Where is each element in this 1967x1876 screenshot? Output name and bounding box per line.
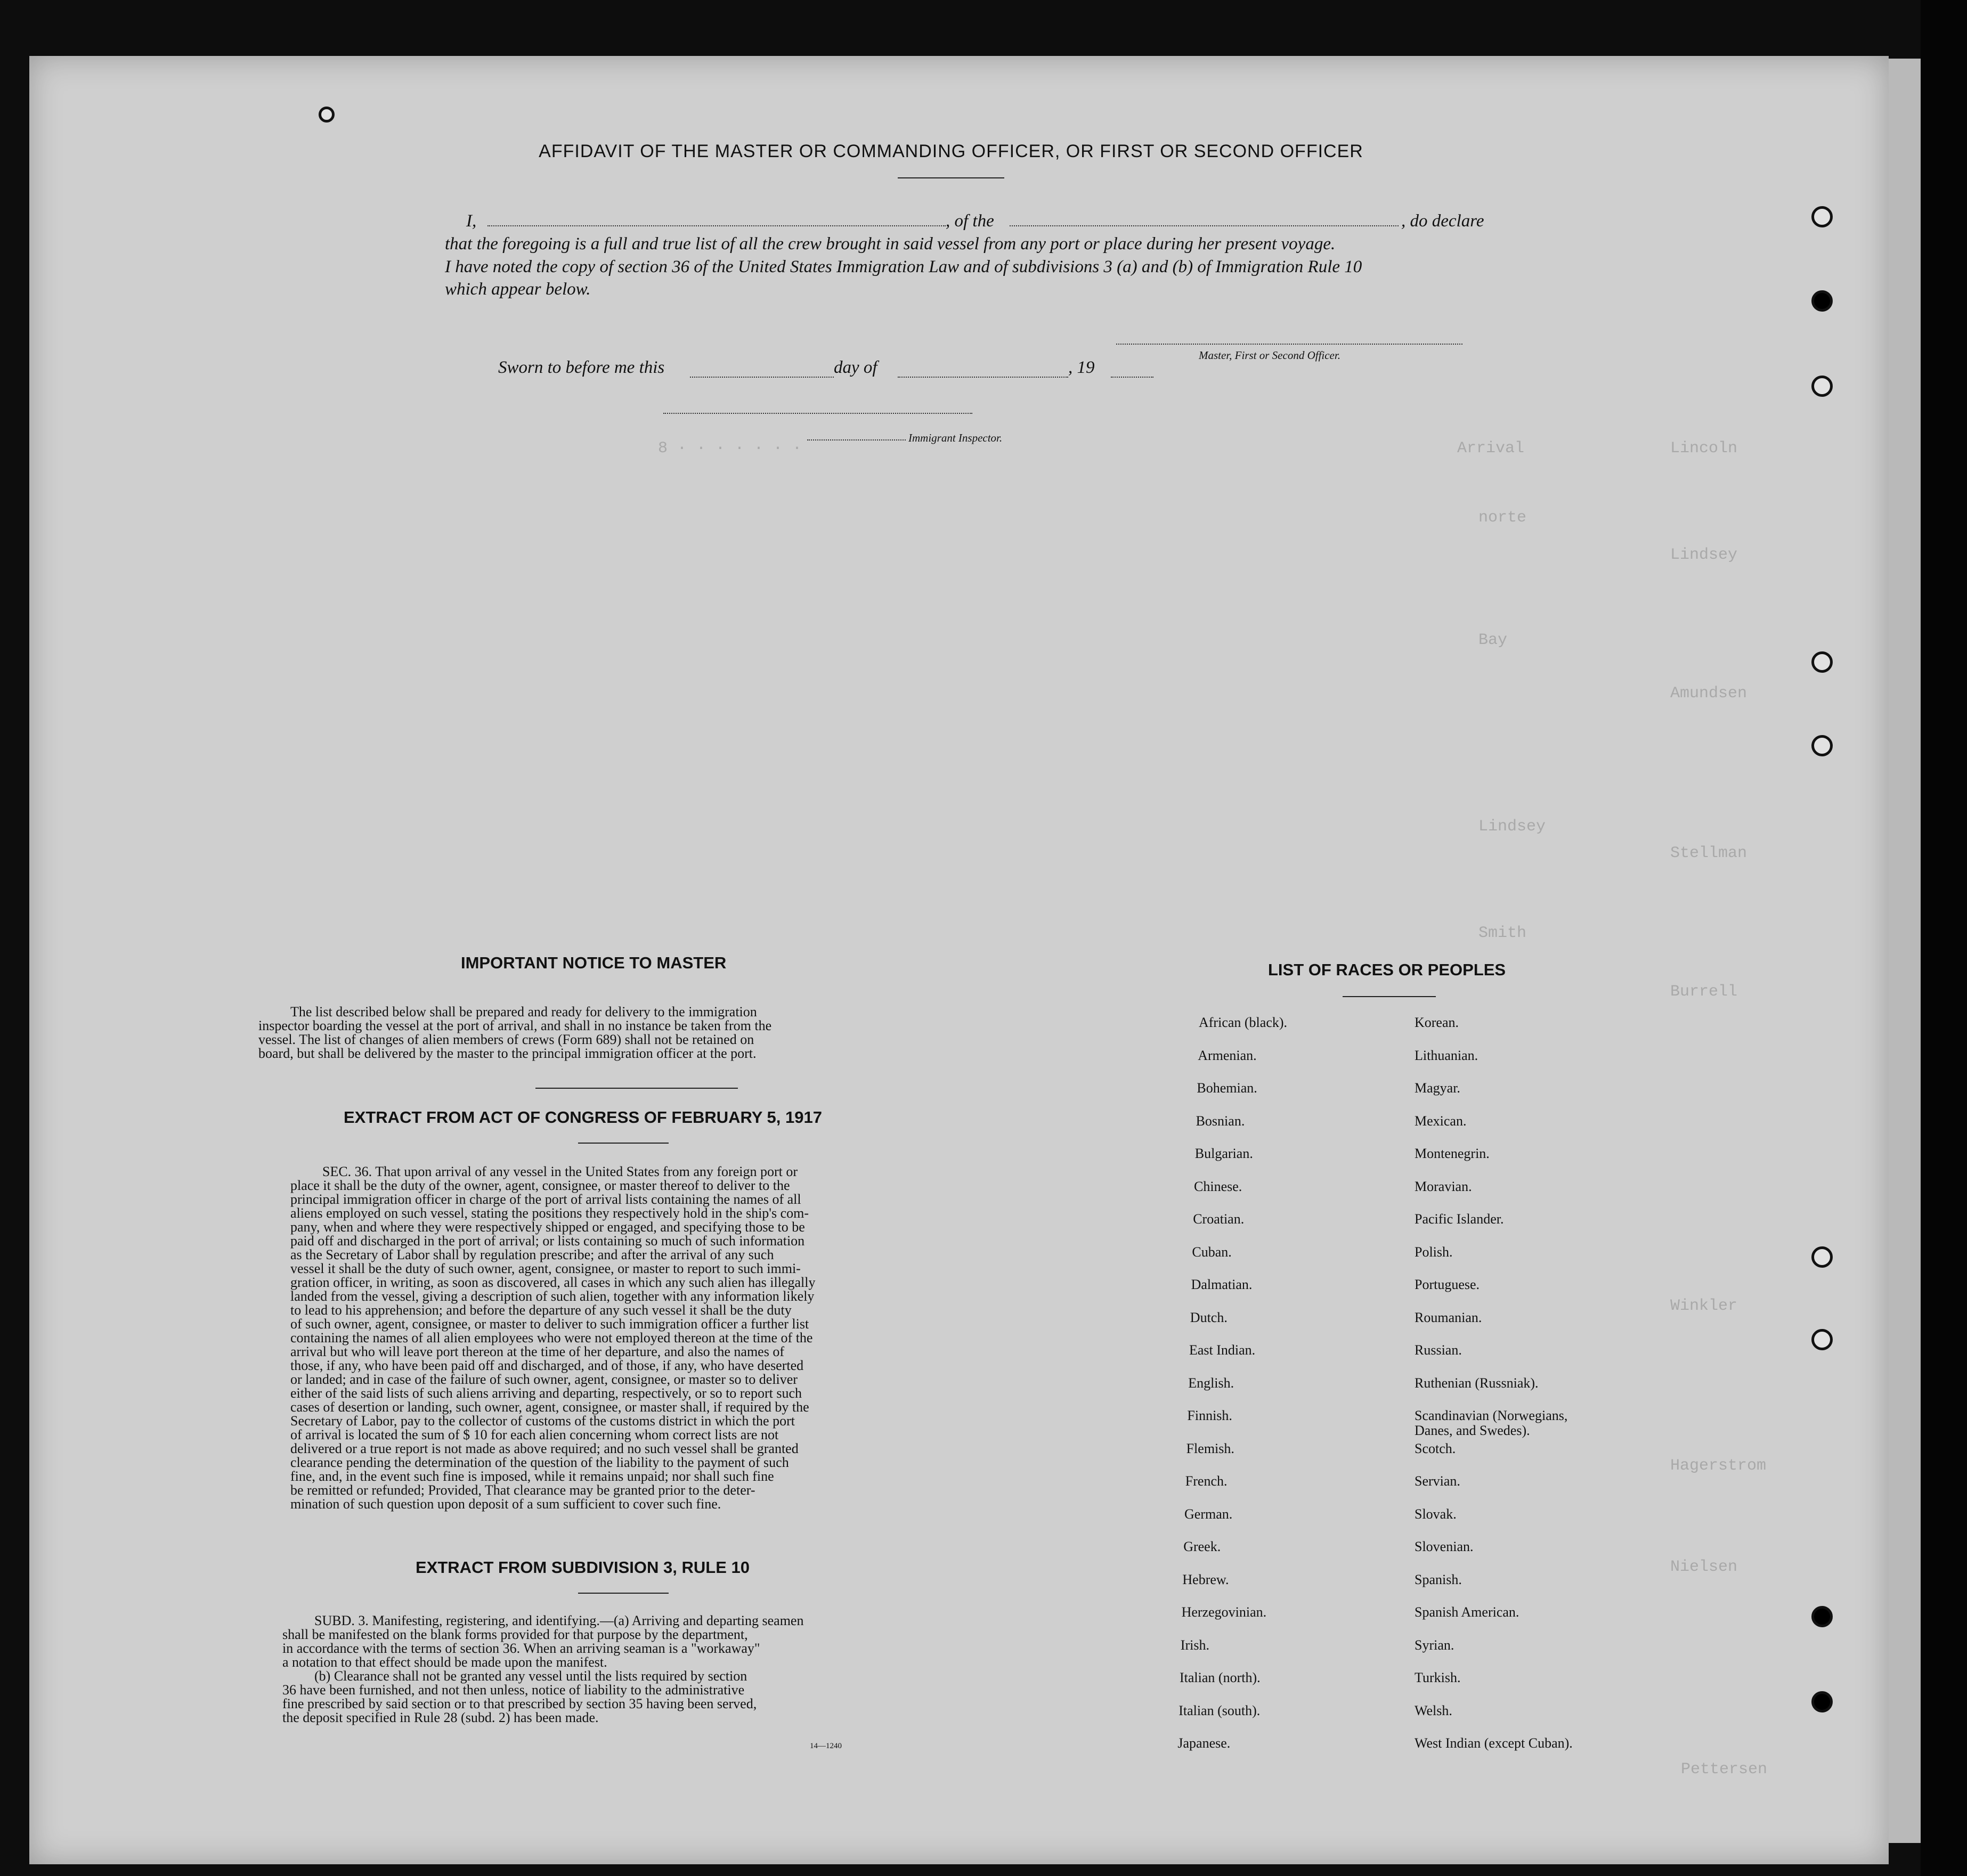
sworn-year-field[interactable]: [1111, 377, 1153, 378]
race-item: Polish.: [1415, 1244, 1453, 1260]
race-item: Greek.: [1183, 1539, 1221, 1554]
race-item: Slovak.: [1415, 1506, 1457, 1522]
act-line: either of the said lists of such aliens arriving and departing, respectively, or so to report such: [290, 1385, 802, 1401]
act-line: arrival but who will leave port thereon at the time of her departure, and also the names of: [290, 1344, 784, 1359]
notice-title: IMPORTANT NOTICE TO MASTER: [461, 953, 727, 972]
act-line: be remitted or refunded; Provided, That clearance may be granted prior to the deter-: [290, 1482, 755, 1498]
rule10-line: a notation to that effect should be made upon the manifest.: [282, 1654, 607, 1670]
race-item: Slovenian.: [1415, 1539, 1474, 1554]
affidavit-line-3: I have noted the copy of section 36 of the United States Immigration Law and of subdivisions 3 (a) and (b) of Immigration Rule 10: [445, 257, 1362, 276]
race-item: English.: [1188, 1375, 1234, 1391]
affidavit-declare: , do declare: [1401, 211, 1484, 231]
race-item: Korean.: [1415, 1015, 1459, 1030]
act-line: to lead to his apprehension; and before the departure of any such vessel it shall be the duty: [290, 1302, 792, 1318]
race-item: Roumanian.: [1415, 1309, 1482, 1325]
affidavit-line-2: that the foregoing is a full and true list of all the crew brought in said vessel from any port or place during her present voyage.: [445, 234, 1336, 254]
notice-line: The list described below shall be prepared and ready for delivery to the immigration: [290, 1004, 757, 1019]
race-item: Servian.: [1415, 1473, 1460, 1489]
races-underline: [1343, 996, 1436, 997]
affidavit-i: I,: [466, 211, 477, 231]
act-line: of arrival is located the sum of $ 10 for each alien concerning whom correct lists are not: [290, 1427, 779, 1442]
race-item: German.: [1184, 1506, 1233, 1522]
race-item: West Indian (except Cuban).: [1415, 1735, 1573, 1751]
punch-hole: [1811, 376, 1833, 397]
race-item: Chinese.: [1194, 1178, 1242, 1194]
race-item: Moravian.: [1415, 1178, 1472, 1194]
rule10-line: (b) Clearance shall not be granted any vessel until the lists required by section: [314, 1668, 747, 1684]
race-item: Herzegovinian.: [1181, 1604, 1267, 1620]
race-item: Flemish.: [1186, 1440, 1234, 1456]
act-line: or landed; and in case of the failure of such owner, agent, consignee, or master so to deliver: [290, 1372, 798, 1387]
race-item: Turkish.: [1415, 1670, 1461, 1685]
race-item: Pacific Islander.: [1415, 1211, 1504, 1227]
race-item: Finnish.: [1187, 1408, 1232, 1423]
inspector-dotted-leader: [807, 439, 906, 441]
rule10-body: [282, 1614, 938, 1725]
race-item: Bohemian.: [1197, 1080, 1257, 1096]
act-line: cases of desertion or landing, such owner, agent, consignee, or master shall, if required by the: [290, 1399, 809, 1415]
affidavit-title: AFFIDAVIT OF THE MASTER OR COMMANDING OFFICER, OR FIRST OR SECOND OFFICER: [539, 141, 1363, 161]
race-item: Spanish.: [1415, 1571, 1462, 1587]
races-title: LIST OF RACES OR PEOPLES: [1268, 960, 1506, 979]
act-line: principal immigration officer in charge of the port of arrival lists containing the names of all: [290, 1192, 801, 1207]
rule10-underline: [578, 1593, 669, 1594]
notice-line: inspector boarding the vessel at the port of arrival, and shall in no instance be taken from the: [258, 1018, 772, 1033]
sworn-label: Sworn to before me this: [498, 358, 665, 377]
race-item: Syrian.: [1415, 1637, 1454, 1653]
rule10-line: shall be manifested on the blank forms provided for that purpose by the department,: [282, 1627, 748, 1642]
race-item: Magyar.: [1415, 1080, 1460, 1096]
affidavit-line-4: which appear below.: [445, 280, 591, 299]
rule10-line: SUBD. 3. Manifesting, registering, and identifying.—(a) Arriving and departing seamen: [314, 1613, 804, 1628]
race-item: African (black).: [1199, 1015, 1288, 1030]
punch-hole: [1811, 1329, 1833, 1350]
sworn-day-of: day of: [834, 358, 877, 377]
race-item: Italian (south).: [1178, 1702, 1261, 1718]
punch-hole: [319, 107, 335, 123]
act-line: delivered or a true report is not made as above required; and no such vessel shall be granted: [290, 1441, 799, 1456]
act-line: Secretary of Labor, pay to the collector of customs of the customs district in which the port: [290, 1413, 795, 1429]
race-item: Dalmatian.: [1191, 1277, 1253, 1292]
race-item: Scotch.: [1415, 1440, 1456, 1456]
rule10-line: the deposit specified in Rule 28 (subd. 2) has been made.: [282, 1710, 599, 1725]
punch-hole: [1811, 651, 1833, 673]
notice-line: vessel. The list of changes of alien members of crews (Form 689) shall not be retained on: [258, 1032, 754, 1047]
act-line: landed from the vessel, giving a description of such alien, together with any information likely: [290, 1288, 815, 1304]
punch-hole: [1811, 1246, 1833, 1268]
act-line: SEC. 36. That upon arrival of any vessel in the United States from any foreign port or: [322, 1164, 798, 1179]
title-underline: [898, 177, 1004, 178]
rule10-line: fine prescribed by said section or to that prescribed by section 35 having been served,: [282, 1696, 757, 1711]
scanner-edge: [1921, 0, 1967, 1876]
act-line: mination of such question upon deposit of a sum sufficient to cover such fine.: [290, 1496, 721, 1512]
officer-name-field[interactable]: [487, 225, 946, 226]
race-item: Bulgarian.: [1194, 1146, 1253, 1161]
race-item: Bosnian.: [1196, 1113, 1245, 1129]
act-line: place it shall be the duty of the owner, agent, consignee, or master thereof to deliver to the: [290, 1178, 790, 1193]
master-signature-label: Master, First or Second Officer.: [1199, 349, 1340, 362]
punch-hole: [1811, 290, 1833, 312]
sworn-month-field[interactable]: [898, 377, 1068, 378]
race-item: Italian (north).: [1180, 1670, 1261, 1685]
rule10-title: EXTRACT FROM SUBDIVISION 3, RULE 10: [416, 1558, 750, 1577]
act-line: clearance pending the determination of the question of the liability to the payment of such: [290, 1455, 789, 1470]
race-item: French.: [1185, 1473, 1228, 1489]
punch-hole: [1811, 206, 1833, 227]
act-line: pany, when and where they were respectively shipped or engaged, and specifying those to be: [290, 1219, 805, 1235]
act-line: as the Secretary of Labor shall by regulation prescribe; and after the arrival of any such: [290, 1247, 774, 1262]
race-item: Welsh.: [1415, 1702, 1452, 1718]
punch-hole: [1811, 1606, 1833, 1627]
race-item: Russian.: [1415, 1342, 1462, 1358]
race-item: Portuguese.: [1415, 1277, 1480, 1292]
section-rule: [535, 1088, 738, 1089]
rule10-line: in accordance with the terms of section 36. When an arriving seaman is a "workaway": [282, 1641, 760, 1656]
inspector-label: Immigrant Inspector.: [908, 431, 1003, 444]
act-title: EXTRACT FROM ACT OF CONGRESS OF FEBRUARY 5, 1917: [344, 1108, 822, 1127]
act-line: of such owner, agent, consignee, or master to deliver to such immigration officer a further list: [290, 1316, 809, 1332]
punch-hole: [1811, 735, 1833, 756]
manifest-page: 8 · · · · · · · Arrival Lincoln norte Lindsey Bay Amundsen Lindsey Stellman Smith Burrell Winkler Hagerstrom Nielsen Pettersen AFFIDAVIT OF THE MASTER OR COMMANDING OFFICER, OR FIRST OR SECOND OFFICER I, , of the , do declare that the foregoing is a full and true list of all the crew brought in said vessel from any port or place during her present voyage. I have noted the copy of section 36 of the United States Immigration Law and of subdivisions 3 (a) and (b) of Immigration Rule 10 which appear below. Master, First or Second Officer. Sworn to before me this day of , 19 Immigrant Inspector. IMPORTANT NOTICE TO MASTER The list described below shall be prepared and ready for delivery to the immigration inspector boarding the vessel at the port of arrival, and shall in no instance be taken from the vessel. The list of changes of alien members of crews (Form 689) shall not be retained on board, but shall be delivered by the master to the principal immigration officer at the port. EXTRACT FROM ACT OF CONGRESS OF FEBRUARY 5, 1917 SEC. 36. That upon arrival of any vessel in the United States from any foreign port or place it shall be the duty of the owner, agent, consignee, or master thereof to deliver to the principal immigration officer in charge of the port of arrival lists containing the names of all aliens employed on such vessel, stating the positions they respectively hold in the ship's com- pany, when and where they were respectively shipped or engaged, and specifying those to be paid off and discharged in the port of arrival; or lists containing so much of such information as the Secretary of Labor shall by regulation prescribe; and after the arrival of any such vessel it shall be the duty of such owner, agent, consignee, or master to report to such immi- gration officer, in writing, as soon as discovered, all cases in which any such alien has illegally landed from the vessel, giving a description of such alien, together with any information likely to lead to his apprehension; and before the departure of any such vessel it shall be the duty of such owner, agent, consignee, or master to deliver to such immigration officer a further list containing the names of all alien employees who were not employed thereon at the time of the arrival but who will leave port thereon at the time of her departure, and also the names of those, if any, who have been paid off and discharged, and of those, if any, who have deserted or landed; and in case of the failure of such owner, agent, consignee, or master so to deliver either of the said lists of such aliens arriving and departing, respectively, or so to report such cases of desertion or landing, such owner, agent, consignee, or master shall, if required by the Secretary of Labor, pay to the collector of customs of the customs district in which the port of arrival is located the sum of $ 10 for each alien concerning whom correct lists are not delivered or a true report is not made as above required; and no such vessel shall be granted clearance pending the determination of the question of the liability to the payment of such fine, and, in the event such fine is imposed, while it remains unpaid; nor shall such fine be remitted or refunded; Provided, That clearance may be granted prior to the deter- mination of such question upon deposit of a sum sufficient to cover such fine. EXTRACT FROM SUBDIVISION 3, RULE 10 SUBD. 3. Manifesting, registering, and identifying.—(a) Arriving and departing seamen shall be manifested on the blank forms provided for that purpose by the department, in accordance with the terms of section 36. When an arriving seaman is a "workaway" a notation to that effect should be made upon the manifest. (b) Clearance shall not be granted any vessel until the lists required by section 36 have been furnished, and not then unless, notice of liability to the administrative fine prescribed by said section or to that prescribed by section 35 having been served, the deposit specified in Rule 28 (subd. 2) has been made. 14—1240 LIST OF RACES OR PEOPLES African (black). Armenian. Bohemian. Bosnian. Bulgarian. Chinese. Croatian. Cuban. Dalmatian. Dutch. East Indian. English. Finnish. Flemish. French. German. Greek. Hebrew. Herzegovinian. Irish. Italian (north). Italian (south). Japanese. Korean. Lithuanian. Magyar. Mexican. Montenegrin. Moravian. Pacific Islander. Polish. Portuguese. Roumanian. Russian. Ruthenian (Russniak). Scandinavian (Norwegians, Danes, and Swedes). Scotch. Servian. Slovak. Slovenian. Spanish. Spanish American. Syrian. Turkish. Welsh. West Indian (except Cuban).: [29, 56, 1889, 1864]
master-signature-field[interactable]: [1116, 344, 1462, 345]
race-item: Montenegrin.: [1415, 1146, 1490, 1161]
race-item: Ruthenian (Russniak).: [1415, 1375, 1539, 1391]
act-line: paid off and discharged in the port of arrival; or lists containing so much of such information: [290, 1233, 805, 1249]
affidavit-of-the: , of the: [946, 211, 994, 231]
race-item: Croatian.: [1193, 1211, 1245, 1227]
inspector-signature-field[interactable]: [663, 413, 972, 414]
act-line: containing the names of all alien employees who were not employed thereon at the time of the: [290, 1330, 813, 1345]
race-item: Armenian.: [1198, 1047, 1257, 1063]
race-item: Scandinavian (Norwegians,: [1415, 1408, 1568, 1423]
race-item: Danes, and Swedes).: [1415, 1423, 1530, 1438]
race-item: Irish.: [1180, 1637, 1209, 1653]
underlying-page-edge: [1889, 59, 1921, 1843]
sworn-day-field[interactable]: [690, 377, 834, 378]
act-body: [290, 1165, 940, 1511]
act-line: gration officer, in writing, as soon as discovered, all cases in which any such alien has illegally: [290, 1275, 816, 1290]
sworn-year: , 19: [1068, 358, 1095, 377]
act-line: those, if any, who have been paid off and discharged, and of those, if any, who have deserted: [290, 1358, 804, 1373]
notice-line: board, but shall be delivered by the master to the principal immigration officer at the port.: [258, 1046, 757, 1061]
punch-hole: [1811, 1691, 1833, 1712]
rule10-line: 36 have been furnished, and not then unless, notice of liability to the administrative: [282, 1682, 745, 1698]
act-line: aliens employed on such vessel, stating the positions they respectively hold in the ship's com-: [290, 1205, 809, 1221]
race-item: Dutch.: [1190, 1309, 1228, 1325]
form-number: 14—1240: [810, 1742, 842, 1750]
race-item: Japanese.: [1177, 1735, 1231, 1751]
act-line: vessel it shall be the duty of such owner, agent, consignee, or master to report to such immi-: [290, 1261, 801, 1276]
act-underline: [578, 1143, 669, 1144]
act-line: fine, and, in the event such fine is imposed, while it remains unpaid; nor shall such fine: [290, 1469, 774, 1484]
vessel-name-field[interactable]: [1010, 225, 1399, 226]
race-item: Cuban.: [1192, 1244, 1232, 1260]
race-item: Spanish American.: [1415, 1604, 1519, 1620]
race-item: Lithuanian.: [1415, 1047, 1478, 1063]
race-item: Hebrew.: [1182, 1571, 1229, 1587]
race-item: Mexican.: [1415, 1113, 1467, 1129]
notice-body: [258, 1005, 940, 1061]
race-item: East Indian.: [1189, 1342, 1256, 1358]
